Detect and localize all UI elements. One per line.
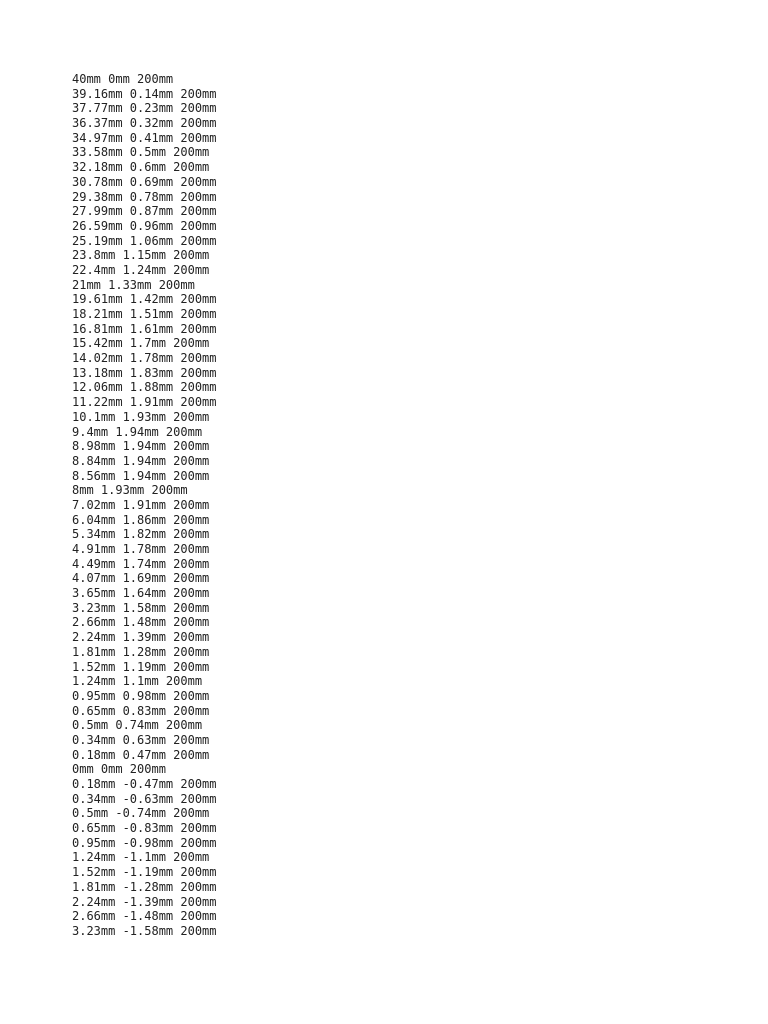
text-line: 4.07mm 1.69mm 200mm [72, 571, 210, 586]
text-line: 12.06mm 1.88mm 200mm [72, 380, 217, 395]
text-line: 1.81mm 1.28mm 200mm [72, 644, 210, 659]
text-line: 13.18mm 1.83mm 200mm [72, 365, 217, 380]
text-line: 16.81mm 1.61mm 200mm [72, 321, 217, 336]
text-line: 0mm 0mm 200mm [72, 762, 166, 777]
text-line: 32.18mm 0.6mm 200mm [72, 160, 210, 175]
text-line: 34.97mm 0.41mm 200mm [72, 130, 217, 145]
text-line: 8.84mm 1.94mm 200mm [72, 453, 210, 468]
text-line: 1.52mm 1.19mm 200mm [72, 659, 210, 674]
text-line: 7.02mm 1.91mm 200mm [72, 497, 210, 512]
text-line: 9.4mm 1.94mm 200mm [72, 424, 203, 439]
text-line: 36.37mm 0.32mm 200mm [72, 116, 217, 131]
text-line: 6.04mm 1.86mm 200mm [72, 512, 210, 527]
document-page [72, 72, 692, 939]
text-line: 21mm 1.33mm 200mm [72, 277, 195, 292]
text-line: 0.5mm 0.74mm 200mm [72, 718, 203, 733]
text-line: 1.81mm -1.28mm 200mm [72, 879, 217, 894]
text-line: 22.4mm 1.24mm 200mm [72, 262, 210, 277]
text-line: 15.42mm 1.7mm 200mm [72, 336, 210, 351]
text-line: 14.02mm 1.78mm 200mm [72, 351, 217, 366]
text-line: 0.65mm -0.83mm 200mm [72, 821, 217, 836]
text-line: 29.38mm 0.78mm 200mm [72, 189, 217, 204]
text-line: 1.24mm 1.1mm 200mm [72, 674, 203, 689]
text-line: 8.98mm 1.94mm 200mm [72, 439, 210, 454]
text-line: 27.99mm 0.87mm 200mm [72, 204, 217, 219]
text-line: 0.65mm 0.83mm 200mm [72, 703, 210, 718]
text-line: 3.23mm 1.58mm 200mm [72, 600, 210, 615]
text-line: 0.95mm -0.98mm 200mm [72, 835, 217, 850]
text-line: 2.24mm -1.39mm 200mm [72, 894, 217, 909]
text-line: 25.19mm 1.06mm 200mm [72, 233, 217, 248]
text-line: 2.66mm -1.48mm 200mm [72, 909, 217, 924]
text-line: 11.22mm 1.91mm 200mm [72, 395, 217, 410]
text-line: 33.58mm 0.5mm 200mm [72, 145, 210, 160]
text-line: 37.77mm 0.23mm 200mm [72, 101, 217, 116]
text-line: 23.8mm 1.15mm 200mm [72, 248, 210, 263]
text-line: 8mm 1.93mm 200mm [72, 483, 188, 498]
text-line: 39.16mm 0.14mm 200mm [72, 86, 217, 101]
text-line: 8.56mm 1.94mm 200mm [72, 468, 210, 483]
text-line: 1.52mm -1.19mm 200mm [72, 865, 217, 880]
text-line: 0.34mm -0.63mm 200mm [72, 791, 217, 806]
text-line: 0.95mm 0.98mm 200mm [72, 688, 210, 703]
text-line: 5.34mm 1.82mm 200mm [72, 527, 210, 542]
text-line: 10.1mm 1.93mm 200mm [72, 409, 210, 424]
text-line: 4.91mm 1.78mm 200mm [72, 542, 210, 556]
text-line: 0.18mm 0.47mm 200mm [72, 747, 210, 762]
text-line: 18.21mm 1.51mm 200mm [72, 307, 217, 321]
text-line: 0.5mm -0.74mm 200mm [72, 806, 210, 821]
text-line: 3.65mm 1.64mm 200mm [72, 586, 210, 601]
text-line: 1.24mm -1.1mm 200mm [72, 850, 210, 865]
text-line: 40mm 0mm 200mm [72, 72, 174, 86]
text-lines [72, 72, 692, 939]
text-line: 4.49mm 1.74mm 200mm [72, 556, 210, 571]
text-line: 2.24mm 1.39mm 200mm [72, 630, 210, 645]
text-line: 19.61mm 1.42mm 200mm [72, 292, 217, 307]
text-line: 2.66mm 1.48mm 200mm [72, 615, 210, 630]
text-line: 26.59mm 0.96mm 200mm [72, 218, 217, 233]
text-line: 0.18mm -0.47mm 200mm [72, 777, 217, 791]
text-line: 3.23mm -1.58mm 200mm [72, 923, 217, 938]
text-line: 30.78mm 0.69mm 200mm [72, 174, 217, 189]
text-line: 0.34mm 0.63mm 200mm [72, 732, 210, 747]
